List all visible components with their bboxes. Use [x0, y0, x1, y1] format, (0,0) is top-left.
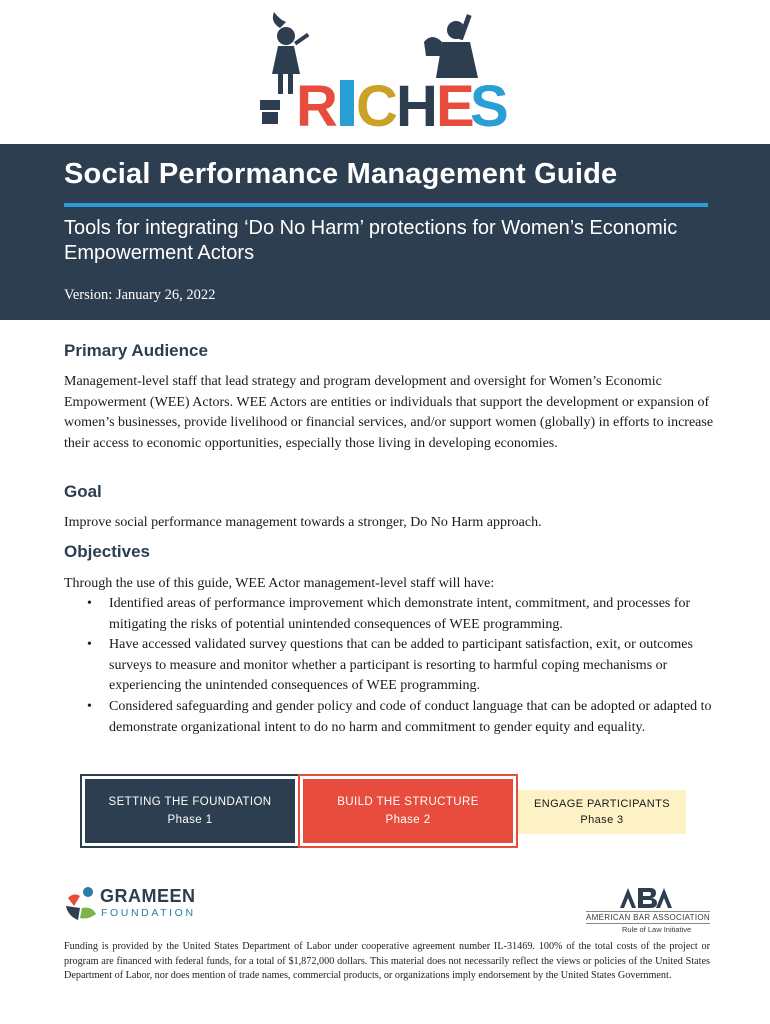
- phase-3-title: ENGAGE PARTICIPANTS: [534, 798, 670, 810]
- title-divider: [64, 203, 708, 207]
- riches-logo: [256, 8, 518, 132]
- grameen-foundation-logo: [64, 886, 204, 922]
- phase-1-label: Phase 1: [167, 814, 213, 826]
- svg-text:H: H: [396, 74, 438, 132]
- phase-3-label: Phase 3: [580, 814, 624, 826]
- svg-text:R: R: [296, 74, 338, 132]
- grameen-mark-icon: [64, 886, 98, 922]
- goal-text: Improve social performance management towards a stronger, Do No Harm approach.: [64, 515, 542, 530]
- phase-1-box: [84, 778, 296, 844]
- aba-mark-icon: [618, 886, 674, 910]
- phase-3-box: [518, 790, 686, 834]
- svg-text:E: E: [436, 74, 475, 132]
- objective-item: • Have accessed validated survey questions that can be added to participant satisfaction, exit, or outcomes surveys to measure and monitor whether a participant is resorting to harmful coping mechanisms or experiencing the unintended consequences of WEE programming.: [64, 635, 714, 697]
- svg-text:C: C: [356, 74, 398, 132]
- title-banner: [0, 144, 770, 320]
- woman-silhouette-icon: [424, 14, 478, 78]
- objectives-list: [64, 594, 714, 738]
- phase-2-label: Phase 2: [385, 814, 431, 826]
- objective-item: • Identified areas of performance improvement which demonstrate intent, commitment, and processes for mitigating the risks of potential unintended consequences of WEE programming.: [64, 594, 714, 635]
- phase-2-title: BUILD THE STRUCTURE: [337, 796, 479, 808]
- objective-item: • Considered safeguarding and gender policy and code of conduct language that can be adopted or adapted to demonstrate organizational intent to do no harm and commitment to gender equity and equality.: [64, 697, 714, 738]
- funding-disclaimer: Funding is provided by the United States Department of Labor under cooperative agreement number IL-31469. 100% of the total costs of the project or program are financed with federal funds, for a total of $1,872,000 dollars. This material does not necessarily reflect the views or policies of the United States Department of Labor, nor does mention of trade names, commercial products, or organizations imply endorsement by the United States Government.: [64, 941, 710, 982]
- objectives-intro: Through the use of this guide, WEE Actor management-level staff will have:: [64, 576, 495, 591]
- grameen-subname: FOUNDATION: [101, 907, 196, 919]
- aba-tagline: Rule of Law Initiative: [622, 925, 692, 934]
- objectives-heading: Objectives: [64, 542, 150, 561]
- document-version: Version: January 26, 2022: [64, 287, 216, 303]
- phase-2-box: [302, 778, 514, 844]
- svg-text:S: S: [470, 74, 509, 132]
- aba-logo: [586, 886, 710, 934]
- document-title: Social Performance Management Guide: [64, 158, 618, 190]
- phase-1-title: SETTING THE FOUNDATION: [108, 796, 272, 808]
- primary-audience-heading: Primary Audience: [64, 341, 208, 360]
- aba-name: AMERICAN BAR ASSOCIATION: [586, 913, 710, 922]
- grameen-name: GRAMEEN: [100, 886, 196, 906]
- primary-audience-text: Management-level staff that lead strategy and program development and oversight for Women’s Economic Empowerment (WEE) Actors. WEE Actors are entities or individuals that support the development or expansion of women’s businesses, provide livelihood or financial services, and/or support women (globally) in efforts to increase their access to economic opportunities, especially those living in developing economies.: [64, 374, 714, 451]
- document-subtitle: Tools for integrating ‘Do No Harm’ protections for Women’s Economic Empowerment Actors: [64, 217, 678, 264]
- goal-heading: Goal: [64, 482, 102, 501]
- riches-logo-graphic: [256, 8, 518, 132]
